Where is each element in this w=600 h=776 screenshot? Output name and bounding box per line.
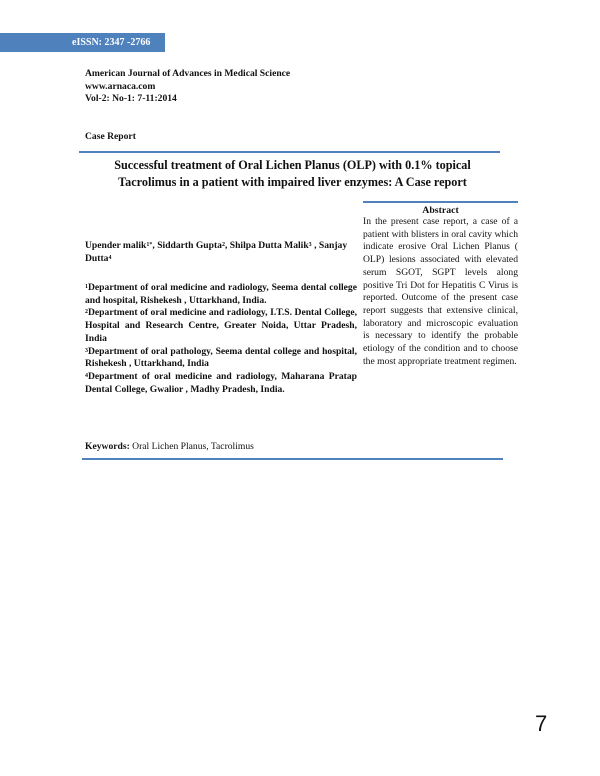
title-line: Tacrolimus in a patient with impaired liver enzymes: A Case report	[118, 174, 467, 189]
author-list	[85, 240, 357, 265]
affiliation: $^3$Department of oral pathology, Seema dental college and hospital, Rishekesh , Uttarkhand, India	[85, 345, 357, 370]
affiliation: $^1$Department of oral medicine and radiology, Seema dental college and hospital, Rishekesh , Uttarkhand, India.	[85, 282, 357, 306]
author: Upender malik$^{1*}$,	[85, 240, 158, 251]
keywords	[85, 441, 254, 452]
page-number: 7	[535, 711, 548, 736]
journal-website: www.arnaca.com	[85, 80, 156, 92]
author: Sanjay Dutta$^4$	[85, 240, 348, 264]
abstract-text: In the present case report, a case of a patient with blisters in oral cavity which indicate erosive Oral Lichen Planus ( OLP) lesions associated with elevated serum SGOT, SGPT levels along positive Tri Dot for Hepatitis C Virus is reported. Outcome of the present case report suggests that extensive clinical, laboratory and microscopic evaluation is necessary to identify the probable etiology of the condition and to choose the most appropriate treatment regimen.	[363, 216, 518, 367]
title-line: Successful treatment of Oral Lichen Planus (OLP) with 0.1% topical	[114, 158, 471, 172]
article-title	[85, 157, 500, 190]
affiliation: $^4$Department of oral medicine and radiology, Maharana Pratap Dental College, Gwalior , Madhy Pradesh, India.	[85, 370, 357, 395]
keywords-label: Keywords:	[85, 441, 130, 452]
journal-info	[85, 68, 290, 106]
journal-volume: Vol-2: No-1: 7-11:2014	[85, 93, 177, 104]
keywords-value: Oral Lichen Planus, Tacrolimus	[132, 441, 254, 452]
abstract-heading: Abstract	[422, 205, 459, 216]
author: Siddarth Gupta$^2$,	[157, 240, 230, 251]
title-divider	[79, 151, 500, 153]
author: Shilpa Dutta Malik$^3$ ,	[229, 240, 319, 251]
abstract-divider	[363, 201, 518, 203]
journal-name: American Journal of Advances in Medical Science	[85, 68, 291, 79]
affiliation: $^2$Department of oral medicine and radiology, I.T.S. Dental College, Hospital and Research Centre, Greater Noida, Uttar Pradesh, India	[85, 307, 357, 344]
affiliations	[85, 282, 357, 396]
keywords-divider	[82, 458, 503, 460]
article-type: Case Report	[85, 131, 136, 142]
issn-banner: eISSN: 2347 -2766	[0, 33, 165, 52]
